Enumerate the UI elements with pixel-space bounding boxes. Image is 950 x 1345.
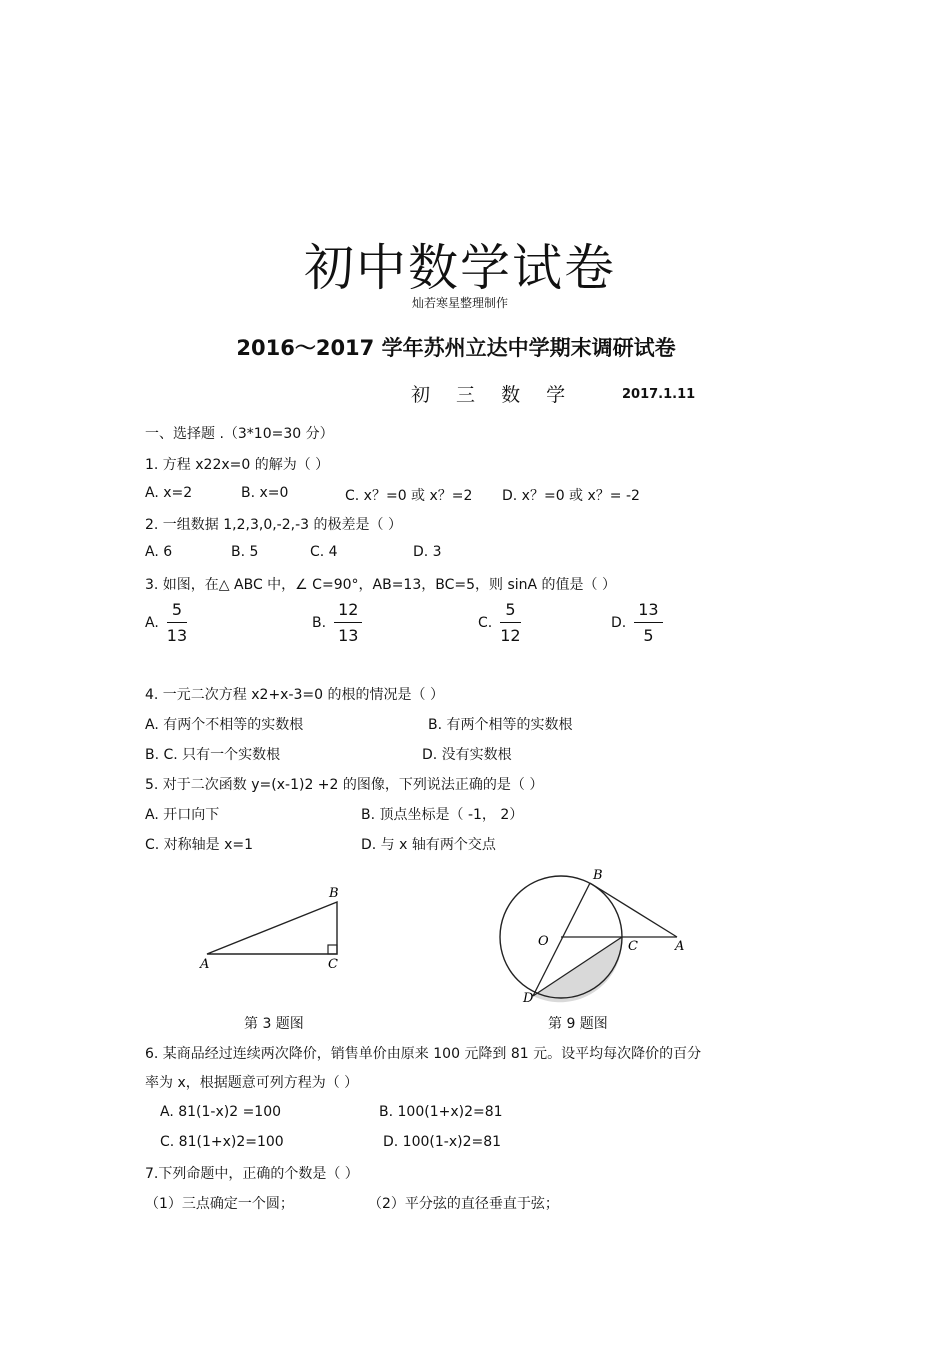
figure-3-right-triangle: [190, 870, 360, 980]
q2-option-d: D. 3: [413, 544, 442, 560]
right-angle-mark: [328, 945, 337, 954]
figure-9-caption: 第 9 题图: [548, 1016, 608, 1032]
q5-option-c: C. 对称轴是 x=1: [145, 837, 254, 853]
q1-option-b: B. x=0: [241, 485, 289, 501]
q3-option-d-label: D.: [611, 614, 627, 631]
vertex-label-c: C: [328, 957, 338, 972]
maker-credit: 灿若寒星整理制作: [411, 296, 508, 310]
q3-option-d-fraction: [634, 600, 662, 645]
fraction-numerator: 12: [334, 600, 362, 623]
grade-subject: 初 三 数 学: [411, 384, 576, 406]
q1-option-a: A. x=2: [145, 485, 193, 501]
q2-option-b: B. 5: [231, 544, 259, 560]
q4-option-c: B. C. 只有一个实数根: [145, 747, 281, 763]
q5-option-d: D. 与 x 轴有两个交点: [361, 837, 496, 853]
q1-option-d: D. x？=0 或 x？= -2: [502, 488, 640, 504]
question-2-stem: 2. 一组数据 1,2,3,0,-2,-3 的极差是（ ）: [145, 517, 402, 533]
fraction-denominator: 13: [166, 626, 188, 645]
q6-option-a: A. 81(1-x)2 =100: [160, 1104, 282, 1120]
tangent-ba: [590, 883, 677, 937]
exam-title: 2016～2017 学年苏州立达中学期末调研试卷: [236, 336, 676, 360]
point-label-o: O: [538, 934, 549, 949]
q5-option-b: B. 顶点坐标是（ -1， 2）: [361, 807, 524, 823]
q5-option-a: A. 开口向下: [145, 807, 220, 823]
q3-option-c-fraction: [500, 600, 520, 645]
point-label-c: C: [628, 939, 638, 954]
q3-option-c-label: C.: [478, 614, 493, 631]
q7-proposition-2: （2）平分弦的直径垂直于弦；: [368, 1196, 559, 1212]
question-1-stem: 1. 方程 x22x=0 的解为（ ）: [145, 457, 330, 473]
fraction-denominator: 13: [338, 626, 359, 645]
vertex-label-b: B: [329, 886, 339, 901]
fraction-numerator: 5: [500, 600, 520, 623]
q2-option-a: A. 6: [145, 544, 173, 560]
question-7-stem: 7.下列命题中，正确的个数是（ ）: [145, 1166, 359, 1182]
question-5-stem: 5. 对于二次函数 y=(x-1)2 +2 的图像，下列说法正确的是（ ）: [145, 777, 544, 793]
paper-title: 初中数学试卷: [304, 239, 616, 297]
question-6-stem-line2: 率为 x，根据题意可列方程为（ ）: [145, 1075, 359, 1091]
question-3-stem: 3. 如图，在△ ABC 中，∠ C=90°，AB=13，BC=5，则 sinA 的值是（ ）: [145, 577, 616, 593]
q3-option-b-label: B.: [312, 614, 327, 631]
q4-option-b: B. 有两个相等的实数根: [428, 717, 573, 733]
fraction-denominator: 5: [643, 626, 654, 645]
q1-option-c: C. x？=0 或 x？=2: [345, 488, 473, 504]
q3-option-d: [611, 600, 663, 645]
q3-option-b-fraction: [334, 600, 362, 645]
q7-proposition-1: （1）三点确定一个圆；: [145, 1196, 294, 1212]
point-label-a: A: [675, 939, 685, 954]
point-label-b: B: [593, 868, 603, 883]
q3-option-a-label: A.: [145, 614, 159, 631]
q6-option-c: C. 81(1+x)2=100: [160, 1134, 284, 1150]
q3-option-a: [145, 600, 187, 645]
fraction-denominator: 12: [500, 626, 521, 645]
exam-date: 2017.1.11: [622, 387, 696, 402]
q4-option-a: A. 有两个不相等的实数根: [145, 717, 304, 733]
point-label-d: D: [523, 991, 534, 1006]
q3-option-c: [478, 600, 521, 645]
q6-option-d: D. 100(1-x)2=81: [383, 1134, 502, 1150]
section-heading: 一、选择题 .（3*10=30 分）: [145, 426, 334, 442]
question-6-stem-line1: 6. 某商品经过连续两次降价，销售单价由原来 100 元降到 81 元。设平均每次降价的百分: [145, 1046, 702, 1062]
q3-option-b: [312, 600, 362, 645]
q6-option-b: B. 100(1+x)2=81: [379, 1104, 503, 1120]
figure-3-caption: 第 3 题图: [244, 1016, 304, 1032]
fraction-numerator: 13: [634, 600, 662, 623]
question-4-stem: 4. 一元二次方程 x2+x-3=0 的根的情况是（ ）: [145, 687, 444, 703]
figure-9-circle-tangent: [490, 862, 700, 1010]
q4-option-d: D. 没有实数根: [422, 747, 512, 763]
q2-option-c: C. 4: [310, 544, 338, 560]
triangle-abc: [207, 902, 337, 954]
fraction-numerator: 5: [167, 600, 187, 623]
vertex-label-a: A: [200, 957, 210, 972]
q3-option-a-fraction: [167, 600, 187, 645]
